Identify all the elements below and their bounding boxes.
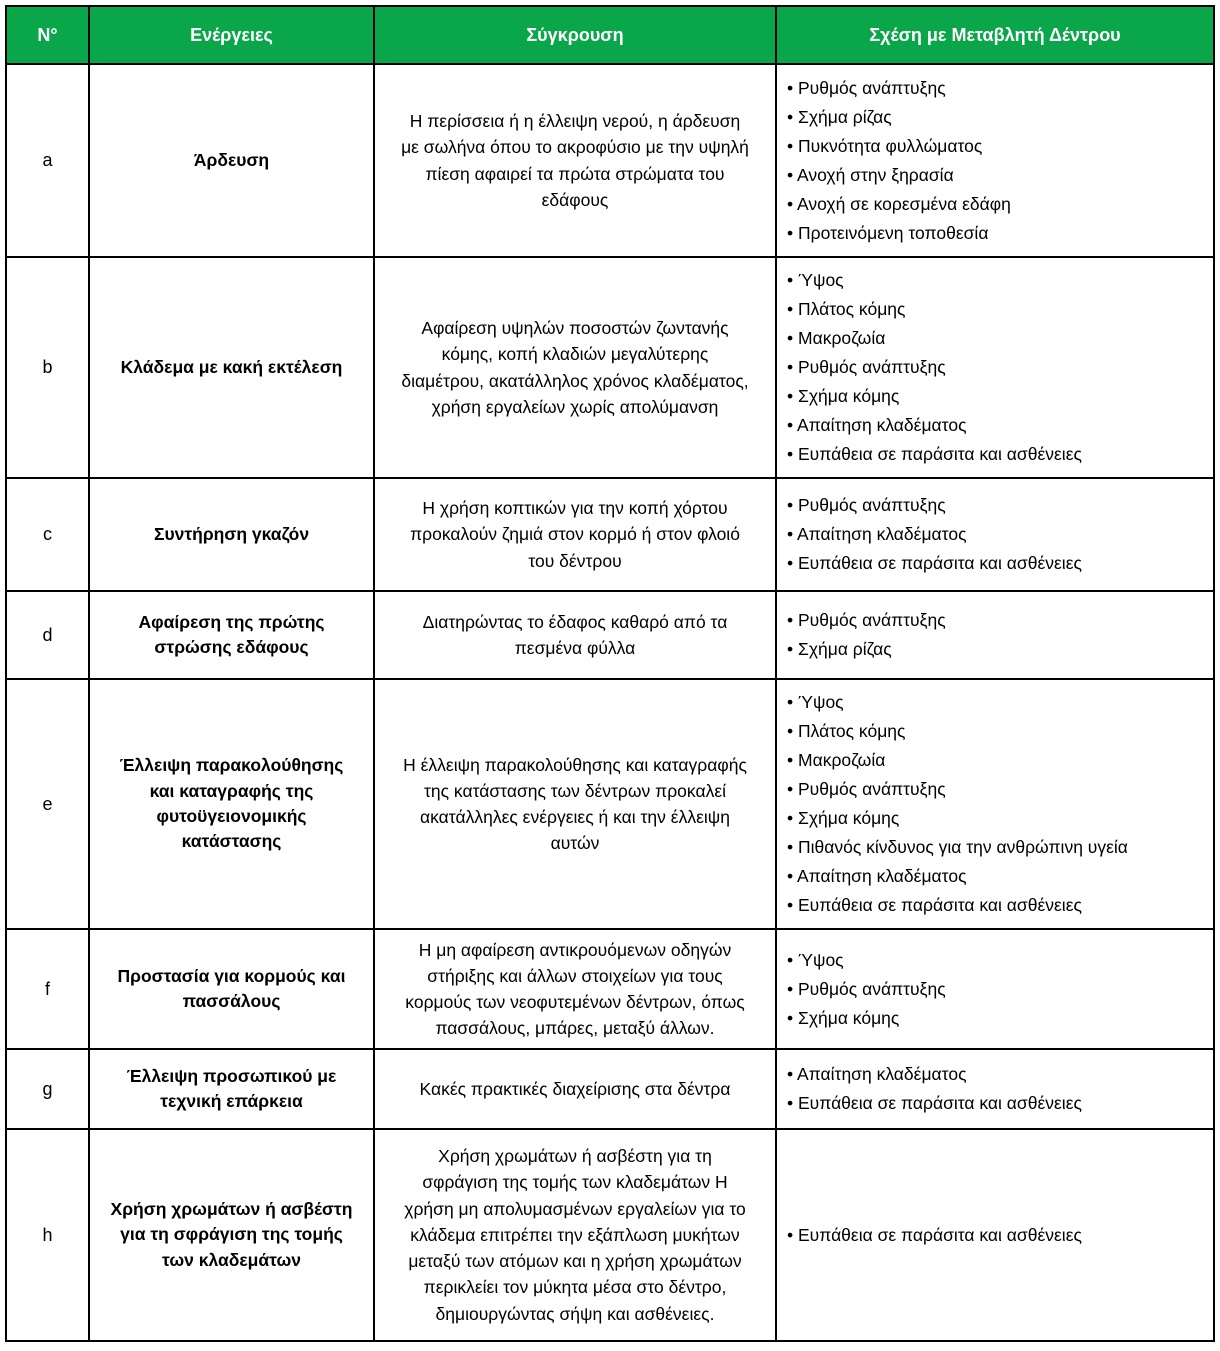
variable-item: • Πλάτος κόμης <box>787 717 1207 746</box>
variable-item: • Ρυθμός ανάπτυξης <box>787 606 1207 635</box>
variable-item: • Ανοχή στην ξηρασία <box>787 161 1207 190</box>
row-letter: d <box>6 591 89 679</box>
variables-list <box>787 606 1207 664</box>
action-cell: Αφαίρεση της πρώτης στρώσης εδάφους <box>89 591 374 679</box>
variable-item: • Σχήμα ρίζας <box>787 103 1207 132</box>
variable-item: • Προτεινόμενη τοποθεσία <box>787 219 1207 248</box>
action-cell: Προστασία για κορμούς και πασσάλους <box>89 929 374 1049</box>
conflict-cell: Η έλλειψη παρακολούθησης και καταγραφής της κατάστασης των δέντρων προκαλεί ακατάλληλες ενέργειες ή και την έλλειψη αυτών <box>374 679 776 929</box>
variable-item: • Ευπάθεια σε παράσιτα και ασθένειες <box>787 1221 1207 1250</box>
variables-list <box>787 491 1207 578</box>
variables-list <box>787 266 1207 469</box>
table-header <box>6 6 1214 64</box>
variable-item: • Ευπάθεια σε παράσιτα και ασθένειες <box>787 440 1207 469</box>
action-cell: Έλλειψη προσωπικού με τεχνική επάρκεια <box>89 1049 374 1129</box>
header-row <box>6 6 1214 64</box>
action-cell: Χρήση χρωμάτων ή ασβέστη για τη σφράγιση της τομής των κλαδεμάτων <box>89 1129 374 1341</box>
variable-item: • Μακροζωία <box>787 746 1207 775</box>
variable-item: • Απαίτηση κλαδέματος <box>787 862 1207 891</box>
action-cell: Κλάδεμα με κακή εκτέλεση <box>89 257 374 478</box>
variable-item: • Σχήμα κόμης <box>787 382 1207 411</box>
variable-item: • Ρυθμός ανάπτυξης <box>787 74 1207 103</box>
header-cell-conflict: Σύγκρουση <box>374 6 776 64</box>
table-row <box>6 929 1214 1049</box>
row-letter: f <box>6 929 89 1049</box>
row-letter: g <box>6 1049 89 1129</box>
table-row <box>6 257 1214 478</box>
table-row <box>6 679 1214 929</box>
variables-cell <box>776 478 1214 591</box>
action-cell: Άρδευση <box>89 64 374 257</box>
table-body <box>6 64 1214 1341</box>
variable-item: • Σχήμα κόμης <box>787 804 1207 833</box>
variable-item: • Ευπάθεια σε παράσιτα και ασθένειες <box>787 891 1207 920</box>
variables-list <box>787 946 1207 1033</box>
variables-cell <box>776 257 1214 478</box>
variable-item: • Ρυθμός ανάπτυξης <box>787 975 1207 1004</box>
conflict-cell: Η περίσσεια ή η έλλειψη νερού, η άρδευση με σωλήνα όπου το ακροφύσιο με την υψηλή πίεση αφαιρεί τα πρώτα στρώματα του εδάφους <box>374 64 776 257</box>
table-row <box>6 1049 1214 1129</box>
variable-item: • Ευπάθεια σε παράσιτα και ασθένειες <box>787 1089 1207 1118</box>
header-cell-variables: Σχέση με Μεταβλητή Δέντρου <box>776 6 1214 64</box>
variable-item: • Ύψος <box>787 688 1207 717</box>
variable-item: • Πλάτος κόμης <box>787 295 1207 324</box>
action-cell: Συντήρηση γκαζόν <box>89 478 374 591</box>
variables-cell <box>776 929 1214 1049</box>
conflict-cell: Η χρήση κοπτικών για την κοπή χόρτου προκαλούν ζημιά στον κορμό ή στον φλοιό του δέντρου <box>374 478 776 591</box>
header-cell-number: N° <box>6 6 89 64</box>
variables-list <box>787 688 1207 920</box>
variable-item: • Ύψος <box>787 946 1207 975</box>
variables-list <box>787 1221 1207 1250</box>
variables-list <box>787 1060 1207 1118</box>
row-letter: a <box>6 64 89 257</box>
table-row <box>6 64 1214 257</box>
variables-cell <box>776 679 1214 929</box>
variable-item: • Απαίτηση κλαδέματος <box>787 411 1207 440</box>
header-cell-actions: Ενέργειες <box>89 6 374 64</box>
row-letter: e <box>6 679 89 929</box>
variables-cell <box>776 64 1214 257</box>
conflict-cell: Η μη αφαίρεση αντικρουόμενων οδηγών στήριξης και άλλων στοιχείων για τους κορμούς των νεοφυτεμένων δέντρων, όπως πασσάλους, μπάρες, μεταξύ άλλων. <box>374 929 776 1049</box>
conflict-cell: Διατηρώντας το έδαφος καθαρό από τα πεσμένα φύλλα <box>374 591 776 679</box>
variable-item: • Ύψος <box>787 266 1207 295</box>
table-row <box>6 1129 1214 1341</box>
conflict-cell: Αφαίρεση υψηλών ποσοστών ζωντανής κόμης, κοπή κλαδιών μεγαλύτερης διαμέτρου, ακατάλληλος χρόνος κλαδέματος, χρήση εργαλείων χωρίς απολύμανση <box>374 257 776 478</box>
variable-item: • Απαίτηση κλαδέματος <box>787 520 1207 549</box>
row-letter: h <box>6 1129 89 1341</box>
variable-item: • Ανοχή σε κορεσμένα εδάφη <box>787 190 1207 219</box>
variable-item: • Σχήμα κόμης <box>787 1004 1207 1033</box>
variable-item: • Ρυθμός ανάπτυξης <box>787 491 1207 520</box>
variables-cell <box>776 1129 1214 1341</box>
conflict-cell: Κακές πρακτικές διαχείρισης στα δέντρα <box>374 1049 776 1129</box>
variables-cell <box>776 591 1214 679</box>
conflict-cell: Χρήση χρωμάτων ή ασβέστη για τη σφράγιση της τομής των κλαδεμάτων Η χρήση μη απολυμασμένων εργαλείων για το κλάδεμα επιτρέπει την εξάπλωση μυκήτων μεταξύ των ατόμων και η χρήση χρωμάτων περικλείει τον μύκητα μέσα στο δέντρο, δημιουργώντας σήψη και ασθένειες. <box>374 1129 776 1341</box>
variable-item: • Πυκνότητα φυλλώματος <box>787 132 1207 161</box>
row-letter: c <box>6 478 89 591</box>
table-row <box>6 591 1214 679</box>
conflicts-table <box>5 5 1215 1342</box>
row-letter: b <box>6 257 89 478</box>
variable-item: • Ρυθμός ανάπτυξης <box>787 353 1207 382</box>
variable-item: • Μακροζωία <box>787 324 1207 353</box>
variable-item: • Πιθανός κίνδυνος για την ανθρώπινη υγεία <box>787 833 1207 862</box>
variables-list <box>787 74 1207 248</box>
variable-item: • Απαίτηση κλαδέματος <box>787 1060 1207 1089</box>
action-cell: Έλλειψη παρακολούθησης και καταγραφής της φυτοϋγειονομικής κατάστασης <box>89 679 374 929</box>
variable-item: • Ευπάθεια σε παράσιτα και ασθένειες <box>787 549 1207 578</box>
variable-item: • Ρυθμός ανάπτυξης <box>787 775 1207 804</box>
variables-cell <box>776 1049 1214 1129</box>
variable-item: • Σχήμα ρίζας <box>787 635 1207 664</box>
table-row <box>6 478 1214 591</box>
